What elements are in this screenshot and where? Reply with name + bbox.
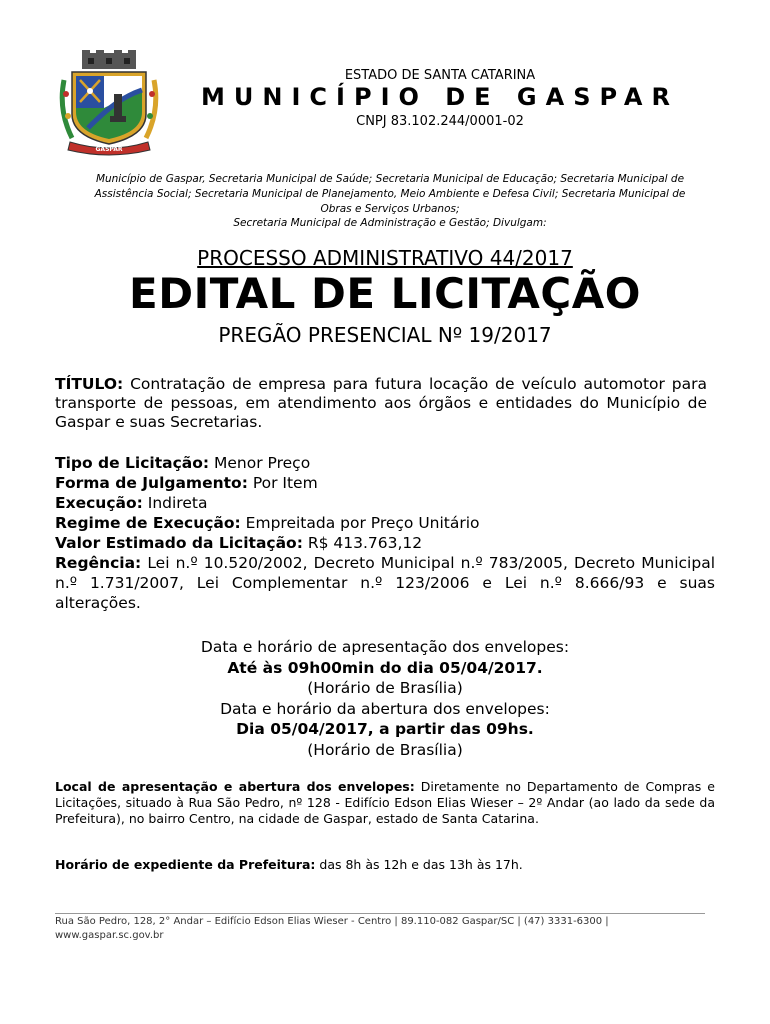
bid-details: [55, 453, 715, 613]
field-row: [55, 453, 715, 473]
field-label: Execução:: [55, 494, 143, 512]
location-label: Local de apresentação e abertura dos envelopes:: [55, 779, 415, 794]
intro-paragraph-2: Secretaria Municipal de Administração e Gestão; Divulgam:: [233, 217, 547, 229]
field-value: Indireta: [142, 494, 208, 512]
field-value: R$ 413.763,12: [302, 534, 423, 552]
municipality-name: MUNICÍPIO DE GASPAR: [201, 83, 679, 111]
coat-of-arms-logo: [58, 50, 160, 156]
dates-section: [55, 637, 715, 760]
field-row: [55, 533, 715, 553]
location-text: Diretamente no Departamento de Compras e Licitações, situado à Rua São Pedro, nº 128 - Edifício Edson Elias Wieser – 2º Andar (ao lado da sede da Prefeitura), no bairro Centro, na cidade de Gaspar, estado de Santa Catarina.: [55, 779, 715, 826]
regencia-row: [55, 553, 715, 613]
field-row: [55, 473, 715, 493]
regencia-value: Lei n.º 10.520/2002, Decreto Municipal n.º 783/2005, Decreto Municipal n.º 1.731/2007, Lei Complementar n.º 123/2006 e Lei n.º 8.666/93 e suas alterações.: [55, 554, 715, 612]
document-title: EDITAL DE LICITAÇÃO: [129, 269, 641, 318]
opening-label: Data e horário da abertura dos envelopes:: [220, 699, 550, 718]
field-label: Forma de Julgamento:: [55, 474, 248, 492]
field-row: [55, 493, 715, 513]
footer-address: Rua São Pedro, 128, 2° Andar – Edifício Edson Elias Wieser - Centro | 89.110-082 Gaspar/SC | (47) 3331-6300 |: [55, 916, 609, 927]
footer-website[interactable]: www.gaspar.sc.gov.br: [55, 930, 164, 941]
titulo-paragraph: [55, 375, 707, 432]
presentation-label: Data e horário de apresentação dos envelopes:: [200, 638, 570, 656]
office-hours-text: das 8h às 12h e das 13h às 17h.: [315, 857, 523, 872]
intro-paragraph: Município de Gaspar, Secretaria Municipal de Saúde; Secretaria Municipal de Educação; Secretaria Municipal de Assistência Social; Secretaria Municipal de Planejamento, Meio Ambiente e Defesa Civil; Secretaria Municipal de Obras e Serviços Urbanos;: [94, 173, 686, 215]
field-row: [55, 513, 715, 533]
banner-text: GASPAR: [95, 146, 123, 153]
field-label: Tipo de Licitação:: [55, 454, 210, 472]
field-label: Valor Estimado da Licitação:: [55, 534, 303, 552]
field-label: Regime de Execução:: [55, 514, 241, 532]
process-number: PROCESSO ADMINISTRATIVO 44/2017: [197, 246, 573, 270]
presentation-timezone: (Horário de Brasília): [307, 679, 463, 697]
office-hours-label: Horário de expediente da Prefeitura:: [55, 857, 316, 872]
pregao-number: PREGÃO PRESENCIAL Nº 19/2017: [218, 323, 552, 347]
footer: [55, 915, 715, 943]
office-hours: [55, 857, 715, 872]
presentation-deadline: Até às 09h00min do dia 05/04/2017.: [227, 658, 543, 677]
field-value: Menor Preço: [209, 454, 311, 472]
titulo-text: Contratação de empresa para futura locação de veículo automotor para transporte de pessoas, em atendimento aos órgãos e entidades do Município de Gaspar e suas Secretarias.: [55, 375, 707, 431]
opening-date: Dia 05/04/2017, a partir das 09hs.: [236, 720, 534, 738]
cnpj: CNPJ 83.102.244/0001-02: [356, 114, 524, 129]
regencia-label: Regência:: [55, 554, 142, 572]
titulo-label: TÍTULO:: [55, 375, 124, 393]
opening-timezone: (Horário de Brasília): [307, 740, 463, 759]
location-paragraph: [55, 779, 715, 827]
field-value: Por Item: [247, 474, 318, 492]
field-value: Empreitada por Preço Unitário: [240, 514, 480, 532]
footer-divider: [55, 913, 705, 914]
state-name: ESTADO DE SANTA CATARINA: [344, 68, 536, 83]
